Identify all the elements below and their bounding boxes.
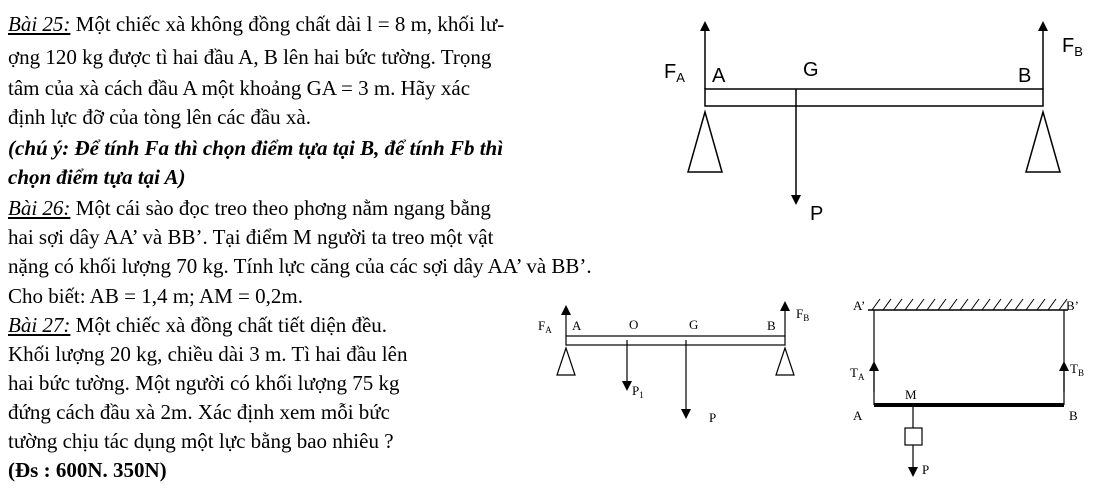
fig1-a-label: A bbox=[712, 65, 726, 87]
fig3-a-bottom-label: A bbox=[853, 408, 863, 423]
fig2-a-label: A bbox=[572, 318, 582, 333]
fig3-p-label: P bbox=[922, 462, 930, 477]
figure-25-beam-diagram bbox=[664, 26, 1083, 225]
fig1-beam bbox=[705, 89, 1043, 106]
fig2-beam bbox=[566, 336, 785, 345]
fig1-support-a bbox=[688, 112, 722, 172]
fig3-load-box bbox=[905, 428, 922, 445]
fig3-b-top-label: B’ bbox=[1066, 298, 1080, 313]
fig2-support-a bbox=[557, 348, 575, 375]
p27-line-4: đứng cách đầu xà 2m. Xác định xem mỗi bức bbox=[8, 400, 390, 424]
p26-line-4: Cho biết: AB = 1,4 m; AM = 0,2m. bbox=[8, 284, 303, 308]
fig1-fa-label: $F_A$ bbox=[664, 61, 685, 85]
fig2-p1-label: $P_1$ bbox=[632, 383, 644, 400]
p27-line-2: Khối lượng 20 kg, chiều dài 3 m. Tì hai đầu lên bbox=[8, 342, 408, 366]
fig2-p-label: P bbox=[709, 410, 717, 425]
fig2-fa-label: $F_A$ bbox=[538, 318, 552, 335]
fig1-b-label: B bbox=[1018, 65, 1032, 87]
fig3-tb-label: $T_B$ bbox=[1070, 361, 1084, 378]
fig2-o-label: O bbox=[629, 317, 639, 332]
fig3-ta-label: $T_A$ bbox=[850, 365, 865, 382]
figure-27-beam-diagram bbox=[538, 306, 809, 425]
p26-line-2: hai sợi dây AA’ và BB’. Tại điểm M người ta treo một vật bbox=[8, 225, 494, 249]
p25-line-4: định lực đỡ của tòng lên các đầu xà. bbox=[8, 105, 311, 129]
fig3-m-label: M bbox=[905, 387, 917, 402]
p27-line-1: Bài 27: Một chiếc xà đồng chất tiết diện đều. bbox=[8, 313, 388, 337]
p25-line-1: Bài 25: Một chiếc xà không đồng chất dài l = 8 m, khối lư- bbox=[8, 12, 505, 36]
p25-note-1: (chú ý: Để tính Fa thì chọn điểm tựa tại B, để tính Fb thì bbox=[8, 136, 504, 160]
fig2-g-label: G bbox=[689, 317, 699, 332]
fig3-ceiling-hatch bbox=[872, 299, 1067, 310]
fig1-p-label: P bbox=[810, 203, 824, 225]
figure-26-hanging-rod bbox=[850, 298, 1084, 477]
fig1-support-b bbox=[1026, 112, 1060, 172]
p25-note-2: chọn điểm tựa tại A) bbox=[8, 165, 186, 189]
p25-line-2: ợng 120 kg được tì hai đầu A, B lên hai bức tường. Trọng bbox=[8, 45, 492, 69]
p25-line-3: tâm của xà cách đầu A một khoảng GA = 3 m. Hãy xác bbox=[8, 76, 471, 100]
fig3-a-top-label: A’ bbox=[853, 298, 866, 313]
p27-answer: (Đs : 600N. 350N) bbox=[8, 458, 167, 482]
p25-title: Bài 25: bbox=[8, 12, 71, 36]
fig2-support-b bbox=[776, 348, 794, 375]
p26-line-3: nặng có khối lượng 70 kg. Tính lực căng của các sợi dây AA’ và BB’. bbox=[8, 254, 592, 278]
fig1-g-label: G bbox=[803, 59, 819, 81]
fig1-fb-label: $F_B$ bbox=[1062, 35, 1083, 59]
p27-line-3: hai bức tường. Một người có khối lượng 75 kg bbox=[8, 371, 400, 395]
fig2-b-label: B bbox=[767, 318, 776, 333]
p26-title: Bài 26: bbox=[8, 196, 71, 220]
fig2-fb-label: $F_B$ bbox=[796, 306, 810, 323]
fig3-b-bottom-label: B bbox=[1069, 408, 1078, 423]
p27-title: Bài 27: bbox=[8, 313, 71, 337]
p27-line-5: tường chịu tác dụng một lực bằng bao nhiêu ? bbox=[8, 429, 394, 453]
p26-line-1: Bài 26: Một cái sào đọc treo theo phơng nằm ngang bằng bbox=[8, 196, 491, 220]
